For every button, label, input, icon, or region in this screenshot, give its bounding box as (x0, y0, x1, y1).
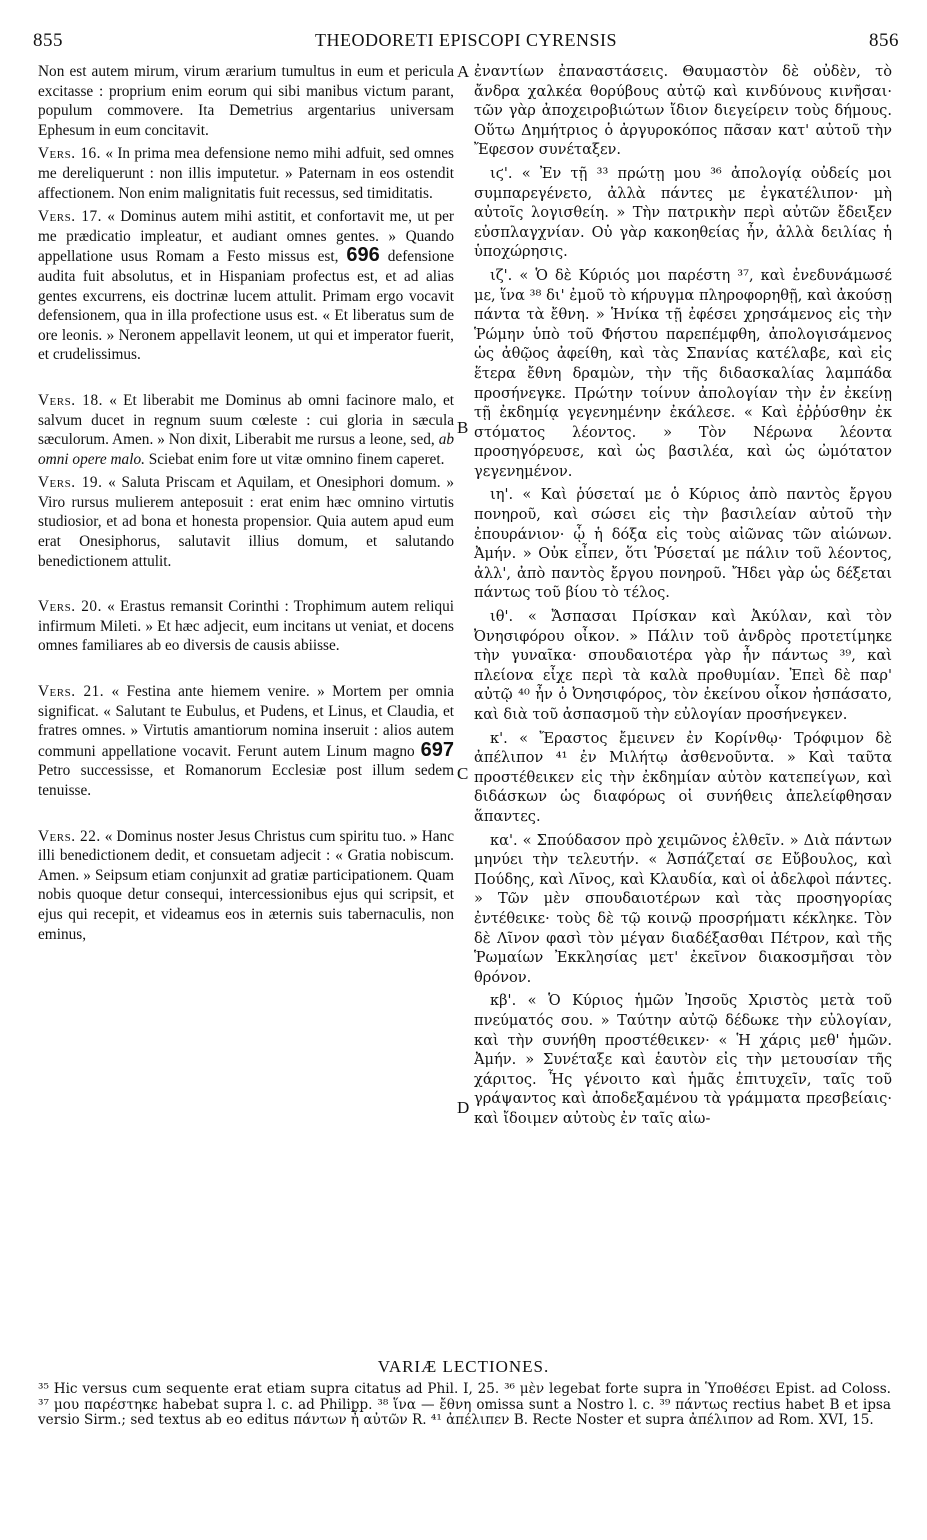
verse-label: Vers. 19. (38, 474, 103, 492)
latin-column (38, 62, 454, 948)
verse-text: defensione audita fuit absolutus, et in Hispaniam profectus est, et ad alias gentes excurrens, eis doctrinæ lucem attulit. Primam ergo vocavit defensionem, qua in illa profectione usus est. « Et liberatus sum de ore leonis. » Neronem appellavit leonem, ut qui et imperator fuerit, et crudelissimus. (38, 248, 455, 364)
verse-text: « Et liberabit me Dominus ab omni facinore malo, et salvum ducet in regnum suum cœleste : cui gloria in sæcula sæculorum. Amen. » Non dixit, Liberabit me rursus a leone, sed, (38, 391, 454, 449)
verse-label: Vers. 21. (38, 683, 105, 701)
verse-text: « Dominus autem mihi astitit, et confortavit me, ut per me prædicatio impleatur, et audiant omnes gentes. » Quando appellatione usus Romam a Festo missus est, (38, 208, 454, 266)
verse-text: « Festina ante hiemem venire. » Mortem per omnia significat. « Salutant te Eubulus, et Pudens, et Linus, et Claudia, et fratres omnes. » Virtutis amantiorum nomina inseruit : alios autem communi appellatione vocavit. Ferunt autem Linum magno (38, 683, 454, 760)
verse-label: Vers. 17. (38, 208, 102, 226)
column-number: 696 (346, 244, 380, 267)
margin-letter-a: A (457, 62, 470, 81)
page-header (33, 30, 899, 58)
verse-label: Vers. 20. (38, 598, 102, 616)
verse-label: Vers. 18. (38, 391, 103, 409)
column-number: 697 (420, 738, 454, 761)
margin-letter-d: D (457, 1098, 470, 1117)
verse-text: « Dominus noster Jesus Christus cum spiritu tuo. » Hanc illi benedictionem dedit, et consuetam adjecit : « Gratia nobiscum. Amen. » Seipsum etiam conjunxit ad gratiæ participationem. Quam nobis quoque detur consequi, intercessionibus ejus qui scripsit, et ejus qui recepit, et videamus eos in æternis suis tabernaculis, non eminus, (38, 827, 454, 943)
margin-letter-b: B (457, 418, 469, 437)
greek-column (474, 62, 892, 1132)
left-page-number: 855 (33, 30, 63, 51)
greek-verse-22: κβ'. « Ὁ Κύριος ἡμῶν Ἰησοῦς Χριστὸς μετὰ τοῦ πνεύματός σου. » Ταύτην αὐτῷ δέδωκε τὴν εὐλογίαν, καὶ τὴν συνήθη προστέθεικεν· « Ἡ χάρις μεθ' ἡμῶν. Ἀμήν. » Συνέταξε καὶ ἑαυτὸν εἰς τὴν μετουσίαν τῆς χάριτος. Ἧς γένοιτο καὶ ἡμᾶς ἐπιτυχεῖν, ταῖς τοῦ γράψαντος καὶ ἀποδεξαμένου τὰ γράμματα πρεσβείαις· καὶ ἴδοιμεν αὐτοὺς ἐν ταῖς αἰω- (474, 992, 892, 1127)
greek-verse-18: ιη'. « Καὶ ῥύσεταί με ὁ Κύριος ἀπὸ παντὸς ἔργου πονηροῦ, καὶ σώσει εἰς τὴν βασιλείαν αὐτοῦ τὴν ἐπουράνιον· ᾧ ἡ δόξα εἰς τοὺς αἰῶνας τῶν αἰώνων. Ἀμήν. » Οὐκ εἶπεν, ὅτι Ῥύσεταί με πάλιν τοῦ λέοντος, ἀλλ', ἀπὸ παντὸς ἔργου πονηροῦ. Ἤδει γὰρ ὡς δέξεται πάντως τοῦ βίου τὸ τέλος. (474, 486, 892, 602)
right-page-number: 856 (869, 30, 899, 51)
latin-verse-20 (38, 597, 454, 656)
italic-quote: ab omni opere malo. (38, 431, 454, 468)
variae-heading: VARIÆ LECTIONES. (377, 1357, 550, 1376)
greek-paragraph: ἐναντίων ἐπαναστάσεις. Θαυμαστὸν δὲ οὐδὲν, τὸ ἄνδρα χαλκέα θορύβους αὐτῷ καὶ κινδύνους κινῆσαι· τῶν γὰρ ἀποχειροβιώτων ἴδιον διεγείρειν τοὺς δήμους. Οὕτω Δημήτριος ὁ ἀργυροκόπος πᾶσαν κατ' αὐτοῦ τὴν Ἔφεσον συνέταξεν. (474, 63, 892, 159)
greek-verse-20: κ'. « Ἔραστος ἔμεινεν ἐν Κορίνθῳ· Τρόφιμον δὲ ἀπέλιπον ⁴¹ ἐν Μιλήτῳ ἀσθενοῦντα. » Καὶ ταῦτα προστέθεικεν εἰς τὴν ἐκδημίαν αὐτὸν κατεπείγων, καὶ διδάσκων ὡς διαφόρως οἱ συνήθεις ἀπελείφθησαν ἅπαντες. (474, 729, 892, 825)
latin-verse-22 (38, 827, 454, 945)
verse-label: Vers. 22. (38, 827, 101, 845)
greek-verse-19: ιθ'. « Ἄσπασαι Πρίσκαν καὶ Ἀκύλαν, καὶ τὸν Ὀνησιφόρου οἶκον. » Πάλιν τοῦ ἀνδρὸς προτετίμηκε τὴν γυναῖκα· σπουδαιοτέρα γὰρ ἦν πάντως ³⁹, καὶ πλείονα εἶχε περὶ τὰ καλὰ προθυμίαν. Ἐπεὶ δὲ παρ' αὐτῷ ⁴⁰ ἦν ὁ Ὀνησιφόρος, τὸν ἐκείνου οἶκον ἠσπάσατο, καὶ διὰ τοῦ ἀσπασμοῦ τὴν εὐλογίαν προσήνεγκεν. (474, 608, 892, 723)
variae-notes: ³⁵ Hic versus cum sequente erat etiam supra citatus ad Phil. I, 25. ³⁶ μὲν legebat forte supra in Ὑποθέσει Epist. ad Coloss. ³⁷ μου παρέστηκε habebat supra l. c. ad Philipp. ³⁸ ἵνα — ἔθνη omissa sunt a Nostro l. c. ³⁹ πάντως rectius habet B et ipsa versio Sirm.; sed textus ab eo editus πάντων ἦ αὐτῶν R. ⁴¹ ἀπέλιπεν B. Recte Noster et supra ἀπέλιπον ad Rom. XVI, 15. (38, 1381, 891, 1428)
latin-verse-18 (38, 391, 454, 469)
greek-verse-16: ιϛ'. « Ἐν τῇ ³³ πρώτῃ μου ³⁶ ἀπολογίᾳ οὐδείς μοι συμπαρεγένετο, ἀλλὰ πάντες με ἐγκατέλιπον· μὴ αὐτοῖς λογισθείη. » Τὴν πατρικὴν περὶ αὐτῶν ἔδειξεν εὐσπλαγχνίαν. Οὐ γὰρ κακοηθείας ἦν, ἀλλὰ δειλίας ἡ ὑποχώρησις. (474, 164, 892, 261)
verse-text: « Saluta Priscam et Aquilam, et Onesiphori domum. » Viro rursus mulierem anteposuit : erat enim hæc omnino virtutis studiosior, et ad bona et honesta propensior. Quia autem apud eum erat Onesiphorus, salutavit illius domum, et salutando benedictionem attulit. (38, 474, 454, 570)
verse-text: « In prima mea defensione nemo mihi adfuit, sed omnes me dereliquerunt : non illis imputetur. » Paternam in eos ostendit affectionem. Non enim malignitatis fuit recessus, sed timiditatis. (38, 145, 454, 202)
verse-text: Sciebat enim fore ut vitæ omnino finem caperet. (148, 450, 445, 468)
greek-verse-21: κα'. « Σπούδασον πρὸ χειμῶνος ἐλθεῖν. » Διὰ πάντων μηνύει τὴν τελευτήν. « Ἀσπάζεταί σε Εὔβουλος, καὶ Πούδης, καὶ Λῖνος, καὶ Κλαυδία, καὶ οἱ ἀδελφοὶ πάντες. » Τῶν μὲν σπουδαιοτέρων καὶ τὰς προσηγορίας ἐντέθεικε· τοὺς δὲ τῷ κοινῷ προσρήματι κέκληκε. Τὸν δὲ Λῖνον φασὶ τὸν μέγαν διαδέξασθαι Πέτρον, καὶ τῆς Ῥωμαίων Ἐκκλησίας μετ' ἐκεῖνον διακοσμῆσαι τὸν θρόνον. (474, 831, 892, 986)
verse-label: Vers. 16. (38, 145, 101, 163)
verse-text: « Erastus remansit Corinthi : Trophimum autem reliqui infirmum Mileti. » Et hæc adjecit, eum incitans ut veniat, et docens omnes familiares ab eo diversis de causis abiisse. (38, 598, 454, 655)
latin-verse-21 (38, 682, 454, 801)
latin-paragraph: Non est autem mirum, virum ærarium tumultus in eum et pericula excitasse : proprium enim eorum qui sibi manibus victum parant, populum commovere. Ita Demetrius argentarius universam Ephesum in eum concitavit. (38, 63, 454, 139)
margin-letter-c: C (457, 764, 469, 783)
latin-verse-17 (38, 207, 454, 365)
greek-verse-17: ιζ'. « Ὁ δὲ Κύριός μοι παρέστη ³⁷, καὶ ἐνεδυνάμωσέ με, ἵνα ³⁸ δι' ἐμοῦ τὸ κήρυγμα πληροφορηθῇ, καὶ ἀκούσῃ πάντα τὰ ἔθνη. » Ἡνίκα τῇ ἐφέσει χρησάμενος εἰς τὴν Ῥώμην ὑπὸ τοῦ Φήστου παρεπέμφθη, ἀπολογισάμενος ὡς ἀθῷος ἀφείθη, καὶ τὰς Σπανίας κατέλαβε, καὶ εἰς ἕτερα ἔθνη δραμὼν, τὴν τῆς διδασκαλίας λαμπάδα προσήνεγκε. Πρώτην τοίνυν ἀπολογίαν τὴν ἐν ἐκείνῃ τῇ ἐκδημίᾳ γεγενημένην ἐκάλεσε. « Καὶ ἐῤῥύσθην ἐκ στόματος λέοντος. » Τὸν Νέρωνα λέοντα προσηγόρευσε, καὶ ὡς βασιλέα, καὶ ὡς ὠμότατον γεγενημένον. (474, 266, 892, 480)
running-title: THEODORETI EPISCOPI CYRENSIS (314, 30, 618, 50)
latin-verse-16 (38, 144, 454, 203)
latin-verse-19 (38, 473, 454, 571)
verse-text: Petro successisse, et Romanorum Ecclesiæ post illum sedem tenuisse. (38, 762, 454, 799)
